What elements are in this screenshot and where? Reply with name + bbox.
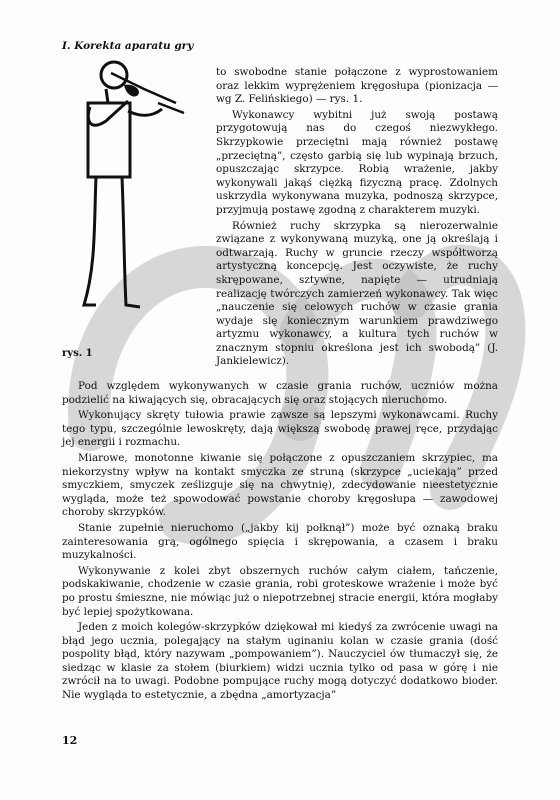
paragraph: Stanie zupełnie nieruchomo („jakby kij połknął”) może być oznaką braku zainteresowania grą, ogólnego spięcia i skrępowania, a czasem i braku muzykalności.: [62, 521, 498, 562]
column-text: [216, 66, 498, 371]
violinist-figure: [66, 55, 206, 355]
paragraph: Miarowe, monotonne kiwanie się połączone z opuszczaniem skrzypiec, ma niekorzystny wpływ na kontakt smyczka ze struną (skrzypce „uciekają” przed smyczkiem, smyczek ześlizguje się na chwytnię), zdecydowanie nieestetycznie wygląda, może też spowodować powstanie choroby kręgosłupa — zawodowej choroby skrzypków.: [62, 451, 498, 519]
paragraph: Wykonujący skręty tułowia prawie zawsze są lepszymi wykonawcami. Ruchy tego typu, szczególnie lewoskręty, dają większą swobodę prawej ręce, przydając jej energii i rozmachu.: [62, 409, 498, 449]
body-text: [62, 380, 498, 705]
figure-caption: rys. 1: [62, 348, 93, 359]
paragraph: Pod względem wykonywanych w czasie grania ruchów, uczniów można podzielić na kiwających się, obracających się oraz stojących nieruchomo.: [62, 380, 498, 406]
paragraph: Również ruchy skrzypka są nierozerwalnie związane z wykonywaną muzyką, one ją określają i odtwarzają. Ruchy w gruncie rzeczy współtworzą artystyczną koncepcję. Jest oczywiste, że ruchy skrępowane, sztywne, napięte — utrudniają realizację twórczych zamierzeń wykonawcy. Tak więc „nauczenie się celowych ruchów w czasie grania wydaje się koniecznym warunkiem prawdziwego artyzmu wykonawcy, a kultura tych ruchów w znacznym stopniu określona jest ich swobodą” (J. Jankielewicz).: [216, 219, 498, 368]
paragraph: Wykonawcy wybitni już swoją postawą przygotowują nas do czegoś niezwykłego. Skrzypkowie przeciętni mają również postawę „przeciętną”, często garbią się lub wypinają brzuch, opuszczając skrzypce. Robią wrażenie, jakby wykonywali jakąś ciężką fizyczną pracę. Zdolnych uskrzydla wykonywana muzyka, podnoszą skrzypce, przyjmują postawę zgodną z charakterem muzyki.: [216, 108, 498, 216]
paragraph: Wykonywanie z kolei zbyt obszernych ruchów całym ciałem, tańczenie, podskakiwanie, chodzenie w czasie grania, robi groteskowe wrażenie i może być po prostu śmieszne, nie mówiąc już o niepotrzebnej stracie energii, która mogłaby być lepiej spożytkowana.: [62, 564, 498, 618]
page-number: 12: [62, 734, 78, 747]
paragraph: Jeden z moich kolegów-skrzypków dziękował mi kiedyś za zwrócenie uwagi na błąd jego ucznia, polegający na stałym uginaniu kolan w czasie grania (dość pospolity błąd, który nazywam „pompowaniem”). Nauczyciel ów tłumaczył się, że siedząc w klasie za stołem (biurkiem) widzi ucznia tylko od pasa w górę i nie zwrócił na to uwagi. Podobne pompujące ruchy mogą dotyczyć dodatkowo bioder. Nie wygląda to estetycznie, a zbędna „amortyzacja”: [62, 621, 498, 702]
running-header: I. Korekta aparatu gry: [62, 40, 194, 52]
paragraph: to swobodne stanie połączone z wyprostowaniem oraz lekkim wyprężeniem kręgosłupa (pionizacja — wg Z. Felińskiego) — rys. 1.: [216, 66, 498, 106]
